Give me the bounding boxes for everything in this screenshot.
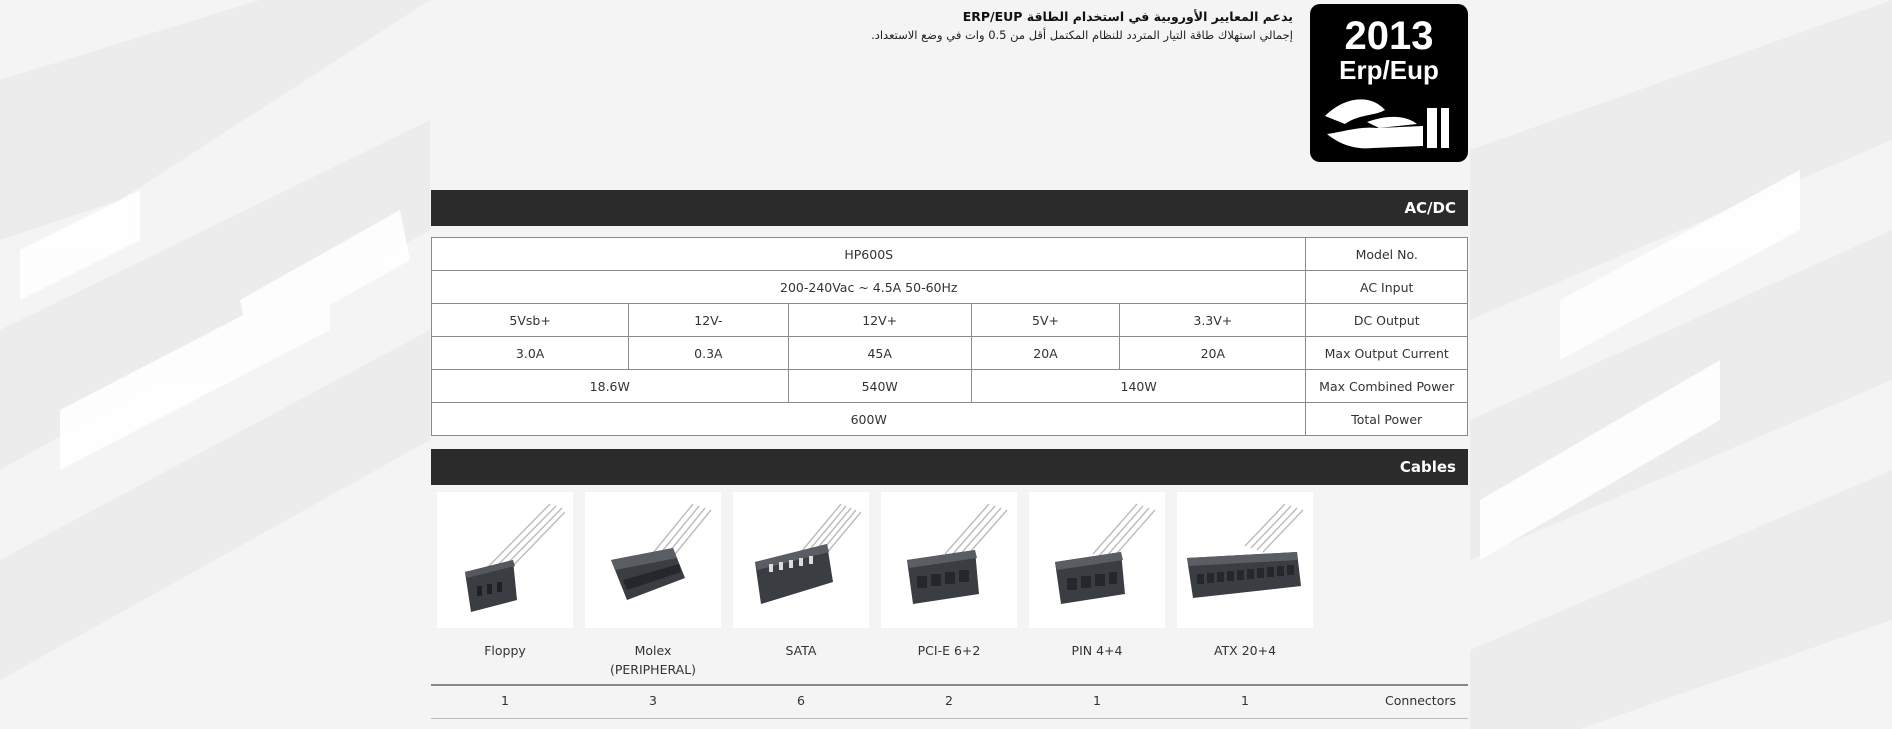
cable-name: PIN 4+4 [1071, 643, 1123, 658]
cable-name: SATA [785, 643, 817, 658]
pcie-connector-icon [881, 492, 1017, 628]
molex-connector-icon [585, 492, 721, 628]
count-atx: 1 [1241, 693, 1249, 708]
cable-molex [579, 488, 727, 677]
combined-12v: 540W [788, 370, 971, 403]
hand-leaf-icon [1319, 86, 1459, 152]
cable-sata [727, 488, 875, 658]
table-row [432, 271, 1468, 304]
pin44-connector-icon [1029, 492, 1165, 628]
acdc-spec-table [431, 237, 1468, 436]
connectors-label: Connectors [1385, 693, 1456, 708]
count-pin44: 1 [1093, 693, 1101, 708]
current-12v-neg: 0.3A [629, 337, 788, 370]
dc-output-3v3: 3.3V+ [1120, 304, 1306, 337]
current-5v: 20A [971, 337, 1119, 370]
cable-atx [1171, 488, 1319, 658]
model-value: HP600S [432, 238, 1306, 271]
table-row [432, 304, 1468, 337]
ac-input-value: 200-240Vac ~ 4.5A 50-60Hz [432, 271, 1306, 304]
total-power-label: Total Power [1306, 403, 1468, 436]
table-row [432, 370, 1468, 403]
current-12v: 45A [788, 337, 971, 370]
sata-connector-icon [733, 492, 869, 628]
cable-name: Molex (PERIPHERAL) [609, 643, 697, 677]
cables-section [431, 488, 1468, 729]
cable-pcie [875, 488, 1023, 658]
count-floppy: 1 [501, 693, 509, 708]
erp-badge-year: 2013 [1344, 14, 1434, 58]
cable-name: PCI-E 6+2 [917, 643, 981, 658]
cable-floppy [431, 488, 579, 658]
erp-description [693, 8, 1293, 44]
table-row [432, 403, 1468, 436]
erp-badge [1310, 4, 1468, 162]
current-3v3: 20A [1120, 337, 1306, 370]
table-row [432, 337, 1468, 370]
current-5vsb: 3.0A [432, 337, 629, 370]
count-sata: 6 [797, 693, 805, 708]
erp-badge-text: Erp/Eup [1339, 55, 1439, 85]
count-molex: 3 [649, 693, 657, 708]
cable-name: ATX 20+4 [1213, 643, 1277, 658]
count-pcie: 2 [945, 693, 953, 708]
dc-output-12v-neg: 12V- [629, 304, 788, 337]
model-label: Model No. [1306, 238, 1468, 271]
atx-connector-icon [1177, 492, 1313, 628]
dc-output-label: DC Output [1306, 304, 1468, 337]
combined-label: Max Combined Power [1306, 370, 1468, 403]
acdc-header: AC/DC [431, 190, 1468, 226]
cable-pin44 [1023, 488, 1171, 658]
floppy-connector-icon [437, 492, 573, 628]
dc-output-12v: 12V+ [788, 304, 971, 337]
divider [431, 718, 1468, 719]
table-row [432, 238, 1468, 271]
total-power-value: 600W [432, 403, 1306, 436]
cable-name: Floppy [484, 643, 526, 658]
ac-input-label: AC Input [1306, 271, 1468, 304]
divider [431, 684, 1468, 686]
cables-header: Cables [431, 449, 1468, 485]
dc-output-5vsb: 5Vsb+ [432, 304, 629, 337]
combined-low: 18.6W [432, 370, 789, 403]
combined-5v-3v3: 140W [971, 370, 1306, 403]
erp-subtitle: إجمالي استهلاك طاقة التيار المتردد للنظام المكتمل أقل من 0.5 وات في وضع الاستعداد. [871, 28, 1293, 42]
current-label: Max Output Current [1306, 337, 1468, 370]
erp-title: يدعم المعايير الأوروبية في استخدام الطاقة ERP/EUP [962, 9, 1293, 24]
dc-output-5v: 5V+ [971, 304, 1119, 337]
